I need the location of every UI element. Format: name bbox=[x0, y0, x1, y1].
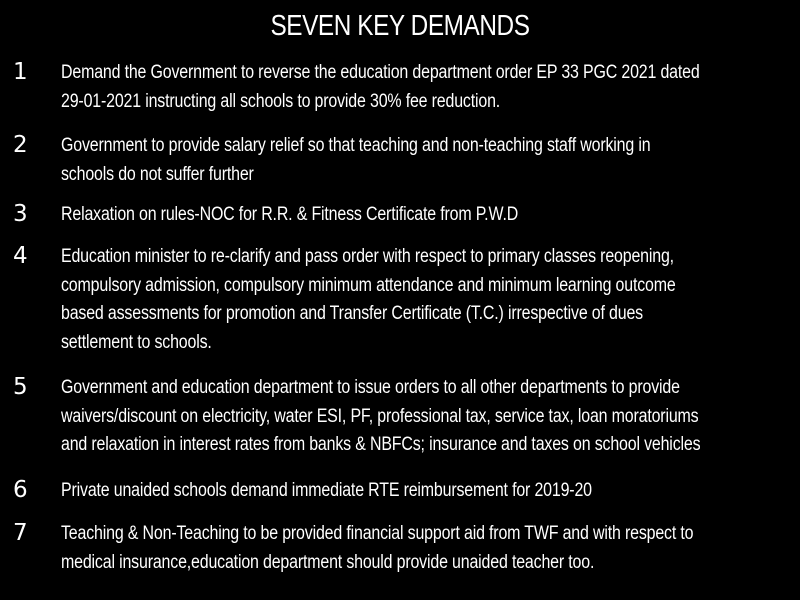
demand-number: 1 bbox=[13, 59, 28, 85]
demand-text-line: Teaching & Non-Teaching to be provided financial support aid from TWF and with respect to bbox=[61, 523, 694, 544]
demand-number: 3 bbox=[13, 201, 28, 227]
demand-text-line: Relaxation on rules-NOC for R.R. & Fitness Certificate from P.W.D bbox=[61, 204, 519, 225]
demand-number: 6 bbox=[13, 477, 28, 503]
demand-text bbox=[61, 374, 783, 460]
demand-text-line: based assessments for promotion and Transfer Certificate (T.C.) irrespective of dues bbox=[61, 303, 643, 324]
demand-text-line: compulsory admission, compulsory minimum attendance and minimum learning outcome bbox=[61, 274, 676, 296]
demand-text-line: settlement to schools. bbox=[61, 331, 212, 353]
demand-text-line: Government and education department to issue orders to all other departments to provide bbox=[61, 377, 680, 398]
demand-text bbox=[61, 59, 783, 116]
demand-number: 7 bbox=[13, 520, 28, 546]
demand-text-line: waivers/discount on electricity, water ESI, PF, professional tax, service tax, loan moratoriums bbox=[61, 405, 699, 427]
demand-text-line: Government to provide salary relief so that teaching and non-teaching staff working in bbox=[61, 135, 651, 156]
demand-number: 2 bbox=[13, 132, 28, 158]
demand-text-line: Private unaided schools demand immediate RTE reimbursement for 2019-20 bbox=[61, 480, 592, 501]
demand-text bbox=[61, 201, 783, 230]
page-title: SEVEN KEY DEMANDS bbox=[270, 10, 530, 42]
demand-text-line: medical insurance,education department should provide unaided teacher too. bbox=[61, 551, 595, 573]
demand-number: 4 bbox=[13, 243, 28, 269]
demand-text-line: and relaxation in interest rates from banks & NBFCs; insurance and taxes on school vehicles bbox=[61, 434, 701, 455]
demand-text bbox=[61, 520, 783, 577]
demand-text-line: 29-01-2021 instructing all schools to provide 30% fee reduction. bbox=[61, 90, 501, 112]
demand-text bbox=[61, 243, 783, 357]
demand-text-line: schools do not suffer further bbox=[61, 163, 254, 185]
demand-text-line: Demand the Government to reverse the education department order EP 33 PGC 2021 dated bbox=[61, 62, 700, 83]
demand-text bbox=[61, 132, 783, 189]
demand-number: 5 bbox=[13, 374, 28, 400]
demand-text-line: Education minister to re-clarify and pass order with respect to primary classes reopening, bbox=[61, 246, 674, 267]
demand-text bbox=[61, 477, 783, 506]
